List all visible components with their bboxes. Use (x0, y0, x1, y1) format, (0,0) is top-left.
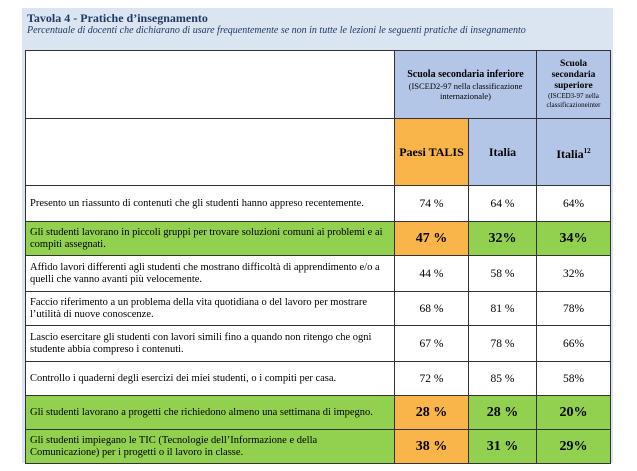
header-lower-sub: (ISCED2-97 nella classificazione internazionale) (408, 80, 523, 101)
header-upper-title: Scuola secondaria superiore (551, 59, 596, 91)
value-italia: 58 % (469, 256, 537, 292)
value-talis: 47 % (395, 222, 469, 256)
value-italia: 28 % (469, 396, 537, 430)
table-row (26, 222, 611, 256)
header-row-groups (26, 51, 611, 119)
table-row (26, 326, 611, 362)
row-label: Affido lavori differenti agli studenti che mostrano difficoltà di apprendimento e/o a quelli che vanno avanti più velocemente. (26, 256, 395, 292)
header-row-columns (26, 119, 611, 186)
header-lower-secondary (395, 51, 537, 119)
header-blank-cell (26, 51, 395, 119)
value-italia-upper: 66% (537, 326, 611, 362)
value-italia: 64 % (469, 186, 537, 222)
row-label: Gli studenti lavorano a progetti che richiedono almeno una settimana di impegno. (26, 396, 395, 430)
table-subtitle: Percentuale di docenti che dichiarano di usare frequentemente se non in tutte le lezioni le seguenti pratiche di insegnamento (27, 25, 526, 36)
row-label: Controllo i quaderni degli esercizi dei miei studenti, o i compiti per casa. (26, 362, 395, 396)
value-italia: 81 % (469, 292, 537, 326)
col-header-italia: Italia (469, 119, 537, 186)
table-row (26, 430, 611, 464)
col-header-italia-upper (537, 119, 611, 186)
header-upper-secondary (537, 51, 611, 119)
value-italia-upper: 64% (537, 186, 611, 222)
value-italia-upper: 34% (537, 222, 611, 256)
col-header-talis: Paesi TALIS (395, 119, 469, 186)
table-row (26, 292, 611, 326)
row-label: Lascio esercitare gli studenti con lavori simili fino a quando non ritengo che ogni studente abbia compreso i contenuti. (26, 326, 395, 362)
value-italia: 32% (469, 222, 537, 256)
value-talis: 67 % (395, 326, 469, 362)
row-label: Gli studenti lavorano in piccoli gruppi per trovare soluzioni comuni ai problemi e ai compiti assegnati. (26, 222, 395, 256)
header-lower-title: Scuola secondaria inferiore (407, 68, 524, 80)
table-row (26, 396, 611, 430)
table-body (26, 186, 611, 464)
row-label: Faccio riferimento a un problema della vita quotidiana o del lavoro per mostrare l’utilità di nuove conoscenze. (26, 292, 395, 326)
value-talis: 74 % (395, 186, 469, 222)
value-talis: 72 % (395, 362, 469, 396)
table-row (26, 256, 611, 292)
table-title: Tavola 4 - Pratiche d’insegnamento (27, 11, 208, 25)
header-blank-cell-2 (26, 119, 395, 186)
value-italia-upper: 32% (537, 256, 611, 292)
value-talis: 28 % (395, 396, 469, 430)
value-italia: 85 % (469, 362, 537, 396)
table-row (26, 186, 611, 222)
col-header-italia-upper-label: Italia (556, 146, 584, 161)
header-upper-sub: (ISCED3-97 nella classificazioneinter (546, 92, 601, 109)
value-italia-upper: 78% (537, 292, 611, 326)
value-talis: 38 % (395, 430, 469, 464)
teaching-practices-table (25, 50, 611, 464)
value-italia-upper: 58% (537, 362, 611, 396)
value-italia-upper: 29% (537, 430, 611, 464)
value-italia-upper: 20% (537, 396, 611, 430)
row-label: Presento un riassunto di contenuti che gli studenti hanno appreso recentemente. (26, 186, 395, 222)
value-italia: 31 % (469, 430, 537, 464)
value-talis: 44 % (395, 256, 469, 292)
value-talis: 68 % (395, 292, 469, 326)
table-row (26, 362, 611, 396)
value-italia: 78 % (469, 326, 537, 362)
row-label: Gli studenti impiegano le TIC (Tecnologie dell’Informazione e della Comunicazione) per i progetti o il lavoro in classe. (26, 430, 395, 464)
footnote-ref: 12 (583, 146, 591, 155)
